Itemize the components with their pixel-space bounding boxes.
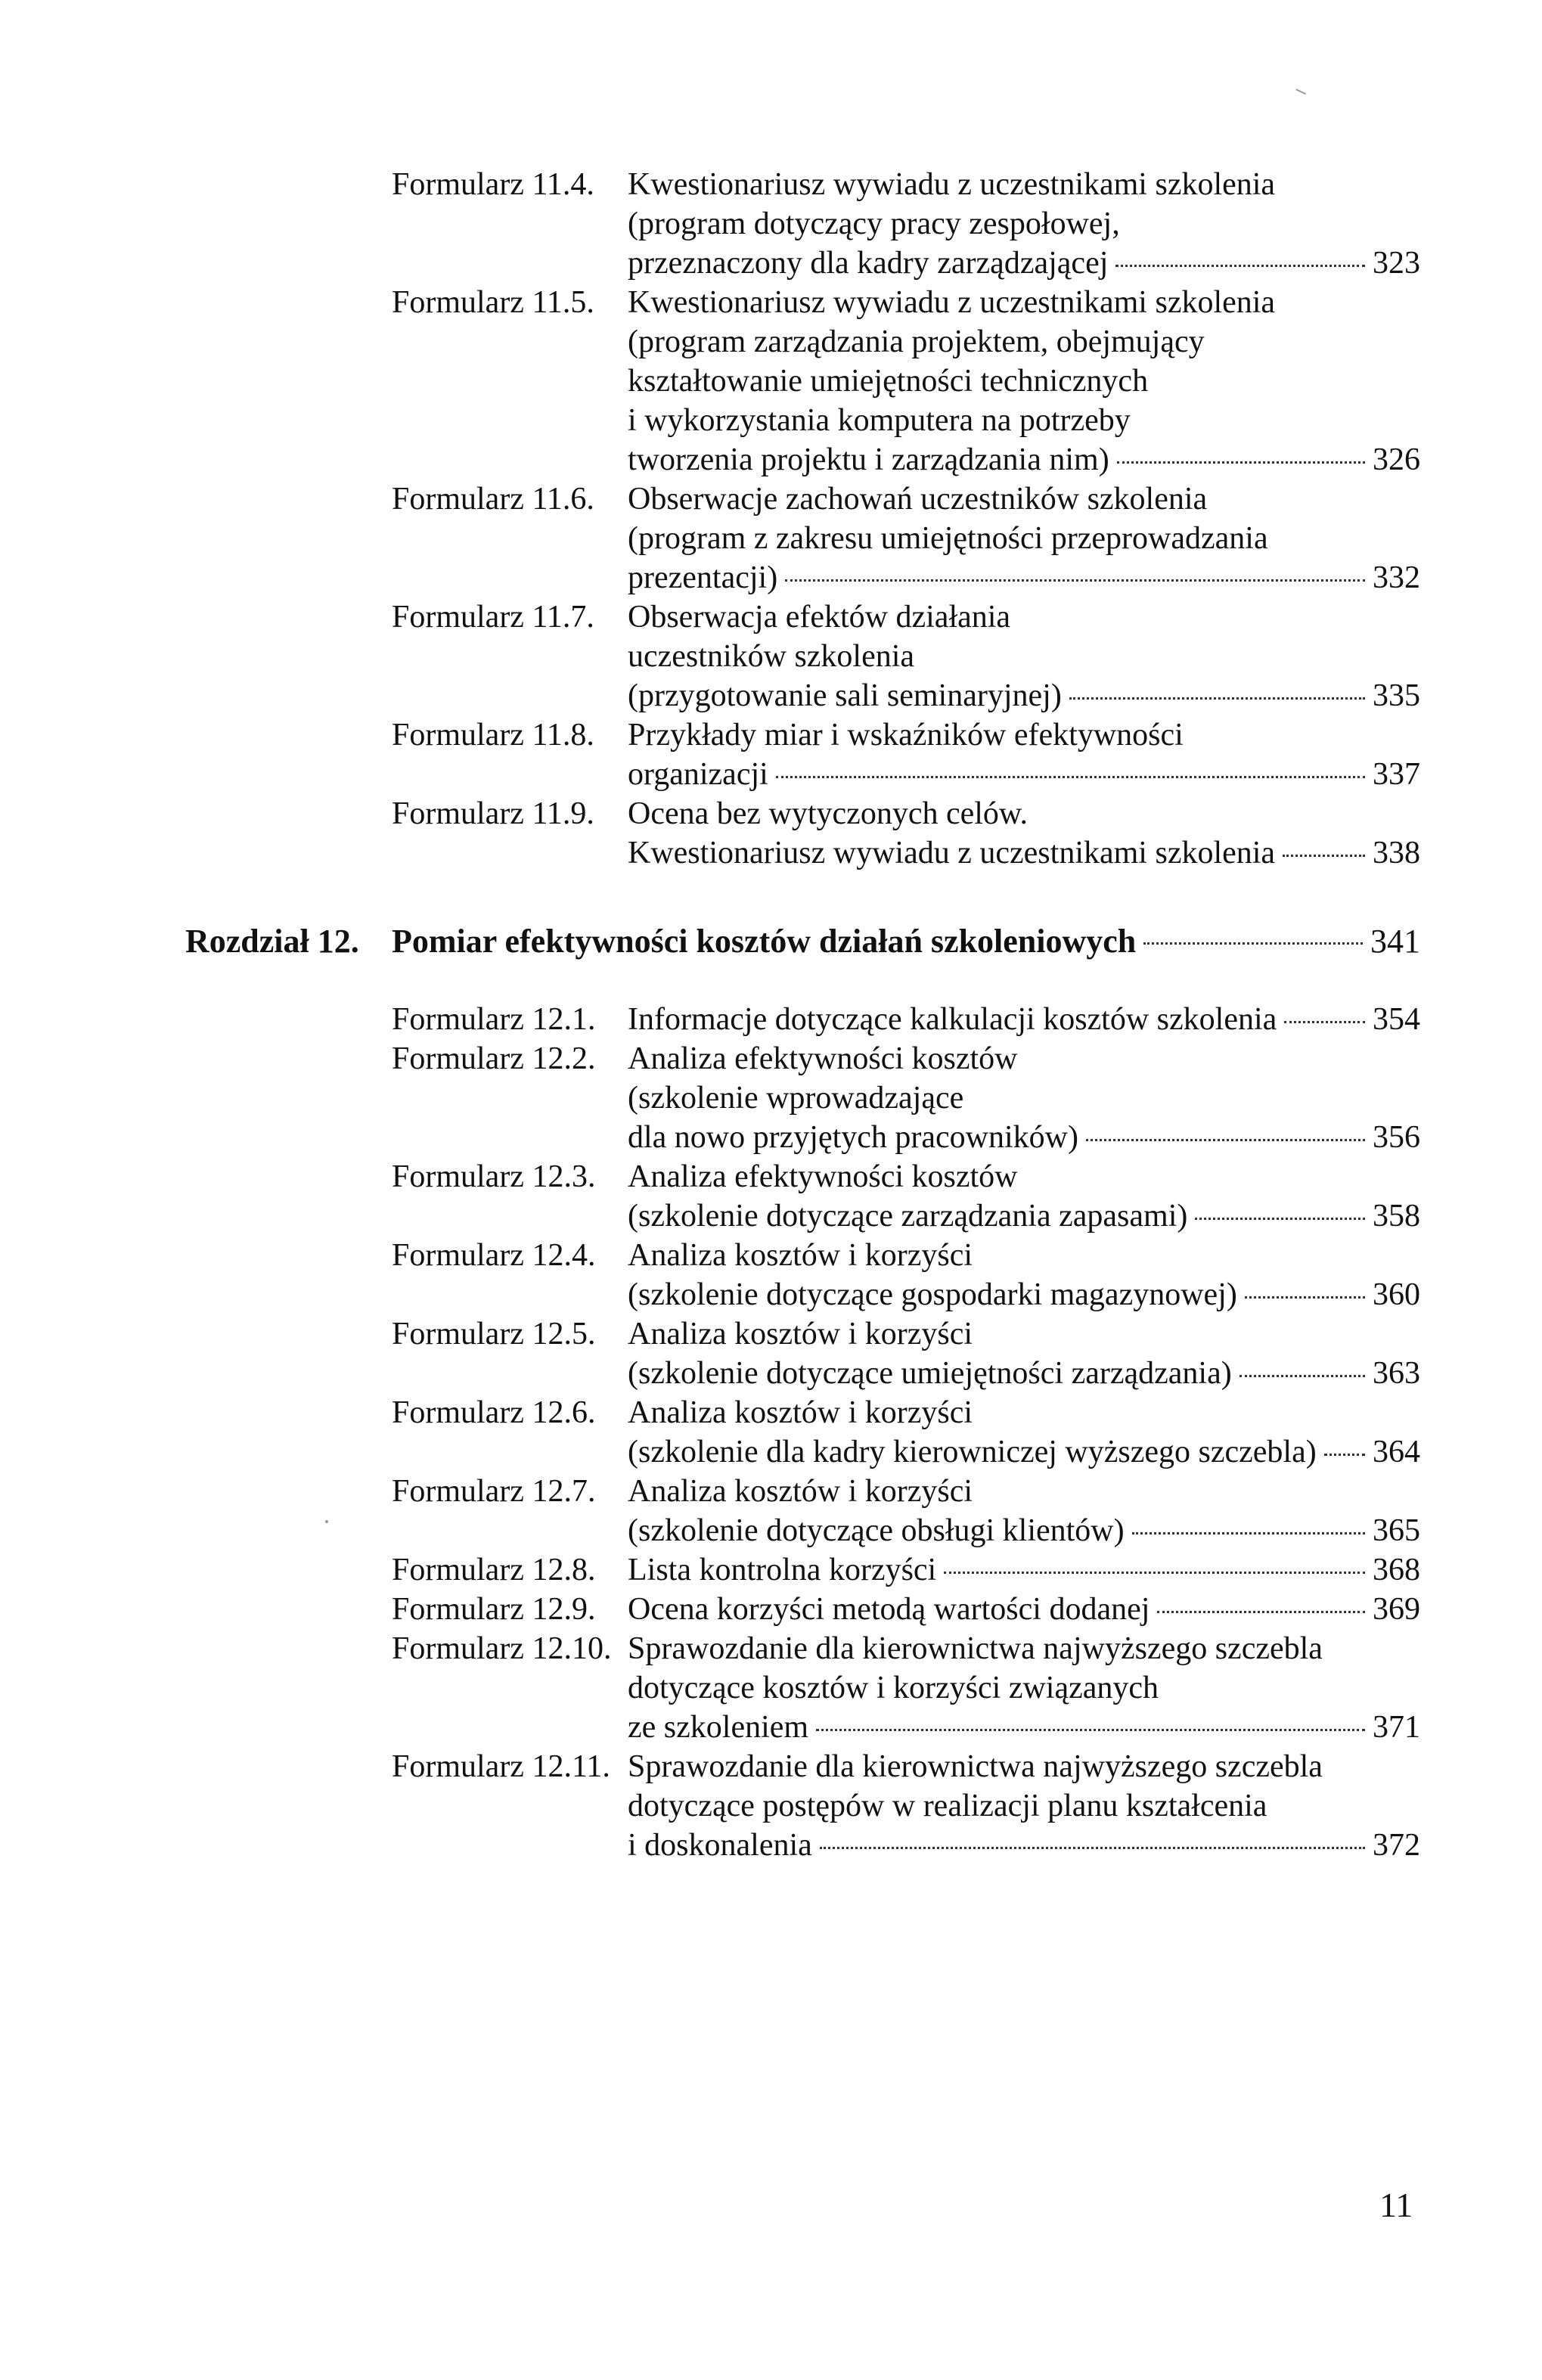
dot-leader	[1069, 697, 1365, 700]
entry-final-line	[628, 755, 1420, 794]
entry-final-line	[628, 1590, 1420, 1629]
entry-body	[628, 1747, 1420, 1865]
chapter-title: Pomiar efektywności kosztów działań szkoleniowych	[392, 923, 1137, 960]
entry-label: Formularz 11.5.	[392, 285, 594, 320]
entry-title-line: Analiza efektywności kosztów	[628, 1159, 1018, 1194]
scan-dot	[325, 1520, 328, 1523]
toc-entry	[392, 165, 1420, 283]
entry-title-line: tworzenia projektu i zarządzania nim)	[628, 442, 1109, 477]
entry-title-line: Kwestionariusz wywiadu z uczestnikami szkolenia	[628, 167, 1276, 202]
entry-final-line	[628, 244, 1420, 283]
toc-entry	[392, 715, 1420, 794]
toc-entry	[392, 283, 1420, 479]
entry-title-line: Analiza kosztów i korzyści	[628, 1317, 973, 1351]
entry-page-number: 358	[1373, 1199, 1420, 1233]
entry-title-line: (szkolenie dla kadry kierowniczej wyższego szczebla)	[628, 1435, 1317, 1469]
entry-body	[628, 794, 1420, 873]
entry-title-line: (program dotyczący pracy zespołowej,	[628, 206, 1120, 241]
entry-final-line	[628, 833, 1420, 873]
entry-title-line: Analiza kosztów i korzyści	[628, 1474, 973, 1509]
toc-entry	[392, 479, 1420, 597]
entry-label: Formularz 12.7.	[392, 1474, 596, 1509]
entry-label: Formularz 11.7.	[392, 600, 594, 635]
entry-body	[628, 1314, 1420, 1393]
entry-label: Formularz 12.4.	[392, 1238, 596, 1273]
entry-title-line: organizacji	[628, 757, 768, 792]
entry-final-line	[628, 1354, 1420, 1393]
entry-title-line: Sprawozdanie dla kierownictwa najwyższego szczebla	[628, 1749, 1323, 1784]
toc-entry	[392, 1039, 1420, 1157]
entry-body	[628, 1000, 1420, 1039]
dot-leader	[776, 776, 1365, 778]
entry-page-number: 323	[1373, 246, 1420, 281]
entry-final-line	[628, 1118, 1420, 1157]
entry-title-line: i wykorzystania komputera na potrzeby	[628, 403, 1131, 438]
dot-leader	[1284, 1021, 1365, 1023]
entry-final-line	[628, 1511, 1420, 1550]
entry-label: Formularz 12.6.	[392, 1395, 596, 1430]
entry-body	[628, 1157, 1420, 1236]
entry-final-line	[628, 1708, 1420, 1747]
toc-entry	[392, 1157, 1420, 1236]
entry-title-line: Obserwacje zachowań uczestników szkolenia	[628, 482, 1208, 517]
entry-title-line: (szkolenie dotyczące zarządzania zapasami)	[628, 1199, 1188, 1233]
entry-label: Formularz 12.1.	[392, 1002, 596, 1037]
entry-title-line: Ocena korzyści metodą wartości dodanej	[628, 1592, 1150, 1627]
toc-entry	[392, 1550, 1420, 1590]
dot-leader	[1132, 1532, 1365, 1534]
entry-page-number: 371	[1373, 1710, 1420, 1745]
entry-title-line: dotyczące kosztów i korzyści związanych	[628, 1671, 1159, 1705]
entry-title-line: Przykłady miar i wskaźników efektywności	[628, 718, 1184, 752]
entry-page-number: 332	[1373, 560, 1420, 595]
entry-final-line	[628, 558, 1420, 597]
entry-final-line	[628, 440, 1420, 479]
entry-label: Formularz 12.9.	[392, 1592, 596, 1627]
entry-label: Formularz 12.5.	[392, 1317, 596, 1351]
entry-title-line: i doskonalenia	[628, 1828, 812, 1863]
entry-page-number: 335	[1373, 678, 1420, 713]
entry-title-line: (szkolenie dotyczące gospodarki magazynowej)	[628, 1277, 1237, 1312]
entry-title-line: Analiza kosztów i korzyści	[628, 1395, 973, 1430]
entry-final-line	[628, 1550, 1420, 1590]
dot-leader	[1117, 461, 1365, 464]
dot-leader	[1115, 265, 1365, 267]
entry-label: Formularz 11.4.	[392, 167, 594, 202]
dot-leader	[1157, 1611, 1365, 1613]
entry-label: Formularz 12.11.	[392, 1749, 610, 1784]
toc-section-chapter-11	[392, 165, 1420, 873]
entry-title-line: Informacje dotyczące kalkulacji kosztów szkolenia	[628, 1002, 1277, 1037]
entry-page-number: 338	[1373, 836, 1420, 870]
toc-entry	[392, 1314, 1420, 1393]
entry-title-line: Kwestionariusz wywiadu z uczestnikami szkolenia	[628, 285, 1276, 320]
entry-title-line: (szkolenie dotyczące obsługi klientów)	[628, 1513, 1125, 1548]
entry-label: Formularz 11.8.	[392, 718, 594, 752]
entry-label: Formularz 12.8.	[392, 1553, 596, 1587]
page-folio: 11	[1379, 2186, 1413, 2224]
entry-label: Formularz 12.3.	[392, 1159, 596, 1194]
dot-leader	[1143, 942, 1363, 945]
entry-page-number: 363	[1373, 1356, 1420, 1391]
dot-leader	[1086, 1139, 1365, 1141]
entry-final-line	[628, 1275, 1420, 1314]
entry-title-line: przeznaczony dla kadry zarządzającej	[628, 246, 1109, 281]
entry-title-line: Sprawozdanie dla kierownictwa najwyższego szczebla	[628, 1631, 1323, 1666]
dot-leader	[820, 1847, 1365, 1849]
entry-title-line: (szkolenie dotyczące umiejętności zarządzania)	[628, 1356, 1232, 1391]
dot-leader	[1239, 1375, 1365, 1377]
entry-title-line: dla nowo przyjętych pracowników)	[628, 1120, 1078, 1155]
entry-final-line	[628, 1196, 1420, 1236]
dot-leader	[1195, 1218, 1365, 1220]
entry-page-number: 354	[1373, 1002, 1420, 1037]
entry-title-line: Obserwacja efektów działania	[628, 600, 1011, 635]
entry-title-line: (szkolenie wprowadzające	[628, 1081, 964, 1116]
chapter-label: Rozdział 12.	[185, 923, 359, 960]
entry-body	[628, 1472, 1420, 1550]
entry-final-line	[628, 1432, 1420, 1472]
toc-entry	[392, 1393, 1420, 1472]
toc-entry	[392, 794, 1420, 873]
entry-title-line: Analiza efektywności kosztów	[628, 1041, 1018, 1076]
dot-leader	[1324, 1454, 1365, 1456]
entry-page-number: 369	[1373, 1592, 1420, 1627]
toc-section-chapter-12	[392, 1000, 1420, 1865]
entry-page-number: 368	[1373, 1553, 1420, 1587]
entry-final-line	[628, 676, 1420, 715]
entry-label: Formularz 12.10.	[392, 1631, 612, 1666]
entry-title-line: uczestników szkolenia	[628, 639, 915, 674]
chapter-heading	[185, 921, 1420, 962]
entry-final-line	[628, 1000, 1420, 1039]
entry-page-number: 364	[1373, 1435, 1420, 1469]
entry-body	[628, 1393, 1420, 1472]
entry-title-line: Kwestionariusz wywiadu z uczestnikami szkolenia	[628, 836, 1276, 870]
entry-title-line: dotyczące postępów w realizacji planu kształcenia	[628, 1789, 1267, 1823]
entry-title-line: Ocena bez wytyczonych celów.	[628, 796, 1029, 831]
entry-label: Formularz 11.9.	[392, 796, 594, 831]
entry-title-line: prezentacji)	[628, 560, 778, 595]
entry-page-number: 360	[1373, 1277, 1420, 1312]
entry-body	[628, 479, 1420, 597]
scan-mark	[1294, 88, 1306, 98]
entry-final-line	[628, 1826, 1420, 1865]
entry-title-line: (program zarządzania projektem, obejmujący	[628, 324, 1205, 359]
entry-body	[628, 165, 1420, 283]
entry-body	[628, 597, 1420, 715]
toc-entry	[392, 1590, 1420, 1629]
toc-entry	[392, 1629, 1420, 1747]
toc-entry	[392, 597, 1420, 715]
entry-label: Formularz 11.6.	[392, 482, 594, 517]
entry-title-line: ze szkoleniem	[628, 1710, 809, 1745]
dot-leader	[785, 579, 1365, 582]
entry-body	[628, 1590, 1420, 1629]
entry-title-line: Lista kontrolna korzyści	[628, 1553, 937, 1587]
toc-entry	[392, 1472, 1420, 1550]
entry-title-line: kształtowanie umiejętności technicznych	[628, 364, 1149, 399]
entry-page-number: 356	[1373, 1120, 1420, 1155]
toc-entry	[392, 1000, 1420, 1039]
entry-page-number: 337	[1373, 757, 1420, 792]
entry-title-line: (program z zakresu umiejętności przeprowadzania	[628, 521, 1268, 556]
dot-leader	[944, 1572, 1365, 1574]
toc-entry	[392, 1747, 1420, 1865]
dot-leader	[816, 1729, 1365, 1731]
toc-entry	[392, 1236, 1420, 1314]
entry-title-line: (przygotowanie sali seminaryjnej)	[628, 678, 1062, 713]
entry-body	[628, 1039, 1420, 1157]
entry-label: Formularz 12.2.	[392, 1041, 596, 1076]
entry-page-number: 372	[1373, 1828, 1420, 1863]
entry-title-line: Analiza kosztów i korzyści	[628, 1238, 973, 1273]
entry-page-number: 326	[1373, 442, 1420, 477]
entry-page-number: 365	[1373, 1513, 1420, 1548]
dot-leader	[1245, 1296, 1365, 1299]
entry-body	[628, 715, 1420, 794]
entry-body	[628, 1550, 1420, 1590]
chapter-page-number: 341	[1370, 923, 1420, 960]
dot-leader	[1283, 855, 1365, 857]
entry-body	[628, 1629, 1420, 1747]
entry-body	[628, 283, 1420, 479]
entry-body	[628, 1236, 1420, 1314]
